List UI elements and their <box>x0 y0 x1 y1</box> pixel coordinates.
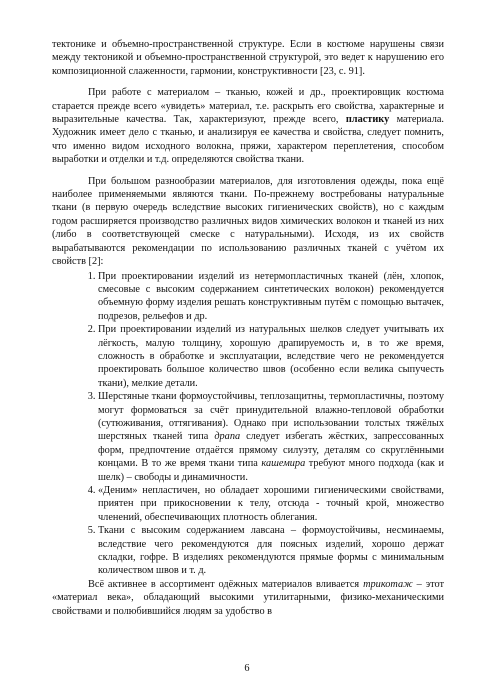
text-run: следует избегать жёстких, запрессованных форм, предпочтение отдаётся прямому силуэту, деталям со скруглёнными концами. В то же время ткани типа <box>98 431 445 470</box>
list-item: 1. При проектировании изделий из нетермопластичных тканей (лён, хлопок, смесовые с высоким содержанием синтетических волокон) рекомендуется объемную форму изделия решать конструктивным путём с помощью вытачек, подрезов, рельефов и др. <box>98 270 444 324</box>
paragraph-continuation: тектонике и объемно-пространственной структуре. Если в костюме нарушены связи между тектоникой и объемно-пространственной структурой, это ведет к нарушению его композиционной слаженности, гармонии, конструктивности [23, с. 91]. <box>52 39 444 77</box>
list-item: 5. Ткани с высоким содержанием лавсана – формоустойчивы, несминаемы, вследствие чего рекомендуются для поясных изделий, хорошо держат складки, гофре. В изделиях рекомендуются прямые формы с минимальным количеством швов и т. д. <box>98 524 444 578</box>
italic-term-drap: драпа <box>214 431 241 443</box>
paragraph-knitwear <box>52 578 444 618</box>
recommendations-list <box>52 270 444 578</box>
paragraph-material-work <box>52 86 444 166</box>
list-item <box>98 390 444 484</box>
list-item: 4. «Деним» непластичен, но обладает хорошими гигиеническими свойствами, приятен при прикосновении к телу, отсюда - точный крой, множество членений, обеспечивающих плотность облегания. <box>98 484 444 524</box>
paragraph-fabrics: При большом разнообразии материалов, для изготовления одежды, пока ещё наиболее применяемыми являются ткани. По-прежнему востребованы натуральные ткани (в первую очередь вследствие высоких гигиенических свойств), но с каждым годом расширяется производство различных видов химических волокон и тканей из них (либо в соответствующей смеске с натуральными). Исходя, из их свойств вырабатываются рекомендации по использованию различных тканей с учётом их свойств [2]: <box>52 175 444 268</box>
list-item: 2. При проектировании изделий из натуральных шелков следует учитывать их лёгкость, малую толщину, хорошую драпируемость и, в то же время, сложность в обработке и эксплуатации, вследствие чего не рекомендуется проектировать большое количество швов (особенно если велика сыпучесть ткани), мелкие детали. <box>98 323 444 390</box>
page-number: 6 <box>244 663 250 674</box>
text-run: – этот «материал века», обладающий высокими утилитарными, физико-механическими свойствами и полюбившийся людям за удобство в <box>52 578 444 617</box>
bold-term-plastic: пластику <box>345 114 390 126</box>
text-run: Шерстяные ткани формоустойчивы, теплозащитны, термопластичны, поэтому могут формоваться за счёт принудительной влажно-тепловой обработки (сутюживания, оттягивания). Однако при использовании толстых тяжёлых шерстяных тканей типа <box>98 391 444 443</box>
text-run: При работе с материалом – тканью, кожей и др., проектировщик костюма старается прежде всего «увидеть» материал, т.е. раскрыть его свойства, характерные и выразительные качества. Так, характеризуют, прежде всего, <box>52 87 444 126</box>
text-run: требуют много подхода (как и шелк) – свободы и динамичности. <box>98 458 444 483</box>
italic-term-knitwear: трикотаж <box>363 578 413 590</box>
italic-term-cashmere: кашемира <box>261 458 306 470</box>
text-run: Всё активнее в ассортимент одёжных материалов вливается <box>88 578 364 590</box>
text-run: материала. Художник имеет дело с тканью, и анализируя ее качества и свойства, следует помнить, что именно видом исходного волокна, пряжи, характером переплетения, способом выработки и отделки и т.д. определяются свойства ткани. <box>52 114 444 166</box>
